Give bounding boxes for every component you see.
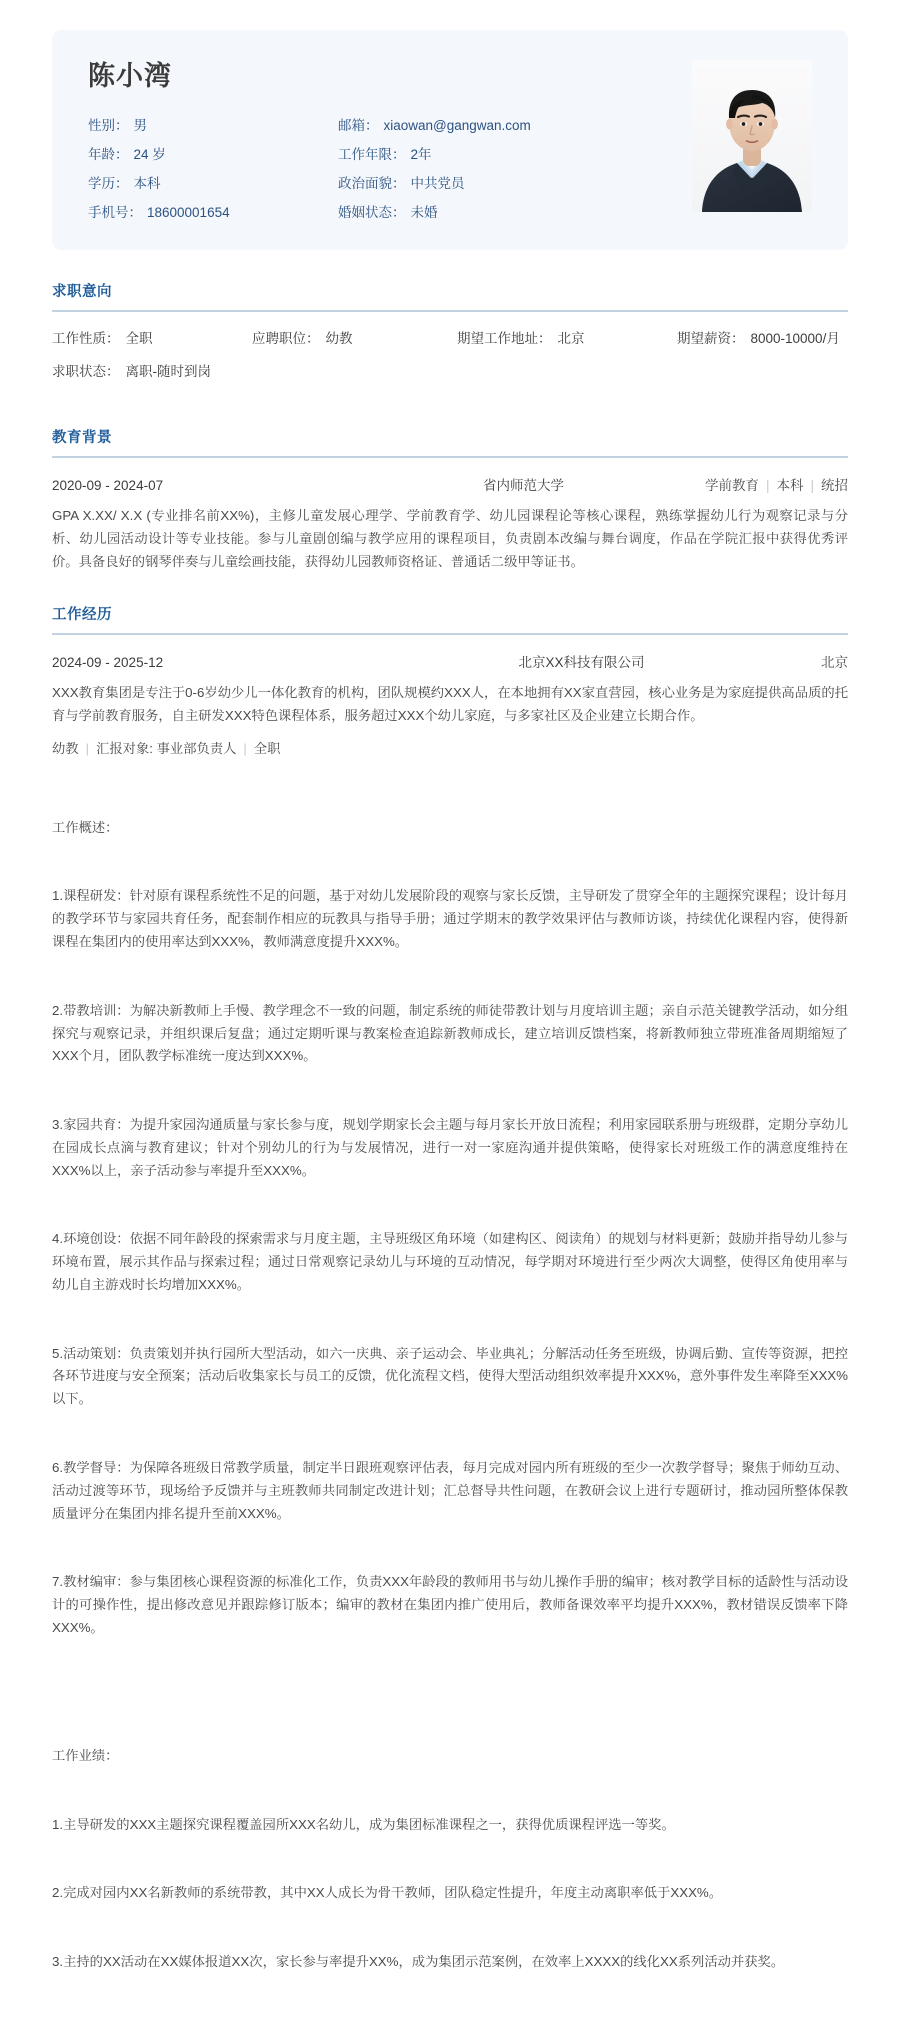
education-meta: [705, 474, 848, 494]
education-degree: 本科: [776, 477, 804, 493]
work-achievement-title: 工作业绩：: [52, 1748, 119, 1764]
work-overview-item: 3.家园共育：为提升家园沟通质量与家长参与度，规划学期家长会主题与每月家长开放日流程；利用家园联系册与班级群，定期分享幼儿在园成长点滴与教育建议；针对个别幼儿的行为与发展情况，进行一对一家庭沟通并提供策略，使得家长对班级工作的满意度维持在XXX%以上，亲子活动参与率提升至XXX%。: [52, 1117, 848, 1178]
work-achievement-item: 2.完成对园内XX名新教师的系统带教，其中XX人成长为骨干教师，团队稳定性提升，年度主动离职率低于XXX%。: [52, 1885, 723, 1901]
intent-location: [457, 329, 677, 349]
intent-salary: [677, 329, 848, 349]
intent-job-status: [52, 362, 252, 382]
work-tag-report-to: 汇报对象: 事业部负责人: [96, 741, 237, 757]
info-phone: [88, 203, 338, 223]
intent-salary-value: 8000-10000/月: [750, 330, 840, 346]
intent-salary-label: 期望薪资：: [677, 330, 745, 346]
education-school-name: 省内师范大学: [482, 477, 564, 493]
info-education-level-label: 学历：: [88, 176, 129, 192]
info-education-level: [88, 174, 338, 194]
meta-separator-icon: |: [85, 741, 90, 757]
work-overview-item: 1.课程研发：针对原有课程系统性不足的问题，基于对幼儿发展阶段的观察与家长反馈，主导研发了贯穿全年的主题探究课程；设计每月的教学环节与家园共育任务，配套制作相应的玩教具与指导手册；通过学期末的教学效果评估与教师访谈，持续优化课程内容，使得新课程在集团内的使用率达到XXX%，教师满意度提升XXX%。: [52, 888, 848, 950]
education-header: [52, 426, 848, 458]
intent-work-type-value: 全职: [125, 330, 153, 346]
info-education-level-value: 本科: [133, 176, 161, 192]
intent-location-label: 期望工作地址：: [457, 330, 552, 346]
work-overview-item: 2.带教培训：为解决新教师上手慢、教学理念不一致的问题，制定系统的师徒带教计划与月度培训主题；亲自示范关键教学活动，如分组探究与观察记录，并组织课后复盘；通过定期听课与教案检查追踪新教师成长，建立培训反馈档案，将新教师独立带班准备周期缩短了XXX个月，团队教学标准统一度达到XXX%。: [52, 1002, 848, 1064]
work-date-range: 2024-09 - 2025-12: [52, 655, 164, 671]
info-email-value: xiaowan@gangwan.com: [383, 117, 531, 133]
work-overview-item: 6.教学督导：为保障各班级日常教学质量，制定半日跟班观察评估表，每月完成对园内所有班级的至少一次教学督导；聚焦于师幼互动、活动过渡等环节，现场给予反馈并与主班教师共同制定改进计划；汇总督导共性问题，在教研会议上进行专题研讨，推动园所整体保教质量评分在集团内排名提升至前XXX%。: [52, 1459, 848, 1521]
intent-position: [252, 329, 457, 349]
info-marital-status-label: 婚姻状态：: [338, 205, 406, 221]
education-entry-top: [52, 474, 848, 494]
work-overview-item: 5.活动策划：负责策划并执行园所大型活动，如六一庆典、亲子运动会、毕业典礼；分解活动任务至班级，协调后勤、宣传等资源，把控各环节进度与安全预案；活动后收集家长与员工的反馈，优化流程文档，使得大型活动组织效率提升XXX%，意外事件发生率降至XXX%以下。: [52, 1345, 848, 1407]
intent-position-value: 幼教: [325, 330, 353, 346]
info-marital-status: [338, 203, 692, 223]
section-job-intention: [52, 280, 848, 396]
work-tag-position: 幼教: [52, 741, 79, 757]
work-overview-title: 工作概述：: [52, 819, 119, 835]
work-location: 北京: [821, 655, 848, 671]
section-education: [52, 426, 848, 574]
candidate-name: 陈小湾: [88, 61, 172, 91]
info-political-status: [338, 174, 692, 194]
work-achievement-block: [52, 1699, 848, 2019]
meta-separator-icon: |: [810, 477, 814, 493]
work-company-name: 北京XX科技有限公司: [518, 655, 645, 671]
info-gender: [88, 116, 338, 136]
info-experience-years: [338, 145, 692, 165]
section-work-experience: [52, 603, 848, 2019]
work-entry-top: [52, 651, 848, 671]
intent-job-status-value: 离职-随时到岗: [125, 364, 211, 380]
education-entry: [52, 458, 848, 574]
work-overview-block: [52, 771, 848, 1685]
profile-header-left: [88, 58, 692, 224]
job-intention-body: [52, 312, 848, 396]
meta-separator-icon: |: [765, 477, 770, 493]
profile-header-card: [52, 30, 848, 250]
intent-position-label: 应聘职位：: [252, 330, 320, 346]
work-entry: [52, 635, 848, 2019]
job-intention-title: 求职意向: [52, 283, 112, 300]
work-tags: [52, 738, 848, 757]
intent-work-type-label: 工作性质：: [52, 330, 120, 346]
info-email: [338, 116, 692, 136]
education-admission-type: 统招: [821, 477, 848, 493]
work-experience-header: [52, 603, 848, 635]
job-intention-row-2: [52, 362, 848, 396]
info-marital-status-value: 未婚: [410, 205, 438, 221]
job-intention-row-1: [52, 329, 848, 363]
info-phone-value: 18600001654: [147, 205, 230, 221]
info-political-status-label: 政治面貌：: [338, 176, 406, 192]
resume-page: [0, 30, 900, 2020]
profile-info-grid: [88, 116, 692, 224]
job-intention-header: [52, 280, 848, 312]
work-overview-item: 4.环境创设：依据不同年龄段的探索需求与月度主题，主导班级区角环境（如建构区、阅读角）的规划与材料更新；鼓励并指导幼儿参与环境布置，展示其作品与探索过程；通过日常观察记录幼儿与环境的互动情况，每学期对环境进行至少两次大调整，使得区角使用率与幼儿自主游戏时长均增加XXX%。: [52, 1231, 848, 1293]
work-experience-title: 工作经历: [52, 607, 112, 624]
education-description: GPA X.XX/ X.X (专业排名前XX%)，主修儿童发展心理学、学前教育学、幼儿园课程论等核心课程，熟练掌握幼儿行为观察记录与分析、幼儿园活动设计等专业技能。参与儿童剧创编与教学应用的课程项目，负责剧本改编与舞台调度，作品在学院汇报中获得优秀评价。具备良好的钢琴伴奏与儿童绘画技能，获得幼儿园教师资格证、普通话二级甲等证书。: [52, 507, 848, 569]
work-tag-employment-type: 全职: [253, 741, 281, 757]
work-company-intro: XXX教育集团是专注于0-6岁幼少儿一体化教育的机构，团队规模约XXX人，在本地拥有XX家直营园，核心业务是为家庭提供高品质的托育与学前教育服务，自主研发XXX特色课程体系，服务超过XXX个幼儿家庭，与多家社区及企业建立长期合作。: [52, 685, 848, 724]
work-overview-item: 7.教材编审：参与集团核心课程资源的标准化工作，负责XXX年龄段的教师用书与幼儿操作手册的编审；核对教学目标的适龄性与活动设计的可操作性，提出修改意见并跟踪修订版本；编审的教材在集团内推广使用后，教师备课效率平均提升XXX%，教材错误反馈率下降XXX%。: [52, 1574, 848, 1635]
info-email-label: 邮箱：: [338, 117, 379, 133]
meta-separator-icon: |: [243, 741, 247, 757]
info-age: [88, 145, 338, 165]
candidate-photo: [692, 60, 812, 212]
info-experience-years-label: 工作年限：: [338, 146, 406, 162]
education-title: 教育背景: [52, 429, 112, 446]
intent-work-type: [52, 329, 252, 349]
education-major: 学前教育: [704, 477, 759, 493]
info-political-status-value: 中共党员: [410, 176, 465, 192]
info-age-label: 年龄：: [88, 146, 129, 162]
spacer: [52, 1685, 848, 1699]
education-date-range: 2020-09 - 2024-07: [52, 477, 164, 493]
work-achievement-item: 1.主导研发的XXX主题探究课程覆盖园所XXX名幼儿，成为集团标准课程之一，获得优质课程评选一等奖。: [52, 1816, 675, 1832]
info-experience-years-value: 2年: [410, 146, 432, 162]
info-age-value: 24 岁: [133, 146, 166, 162]
work-achievement-item: 3.主持的XX活动在XX媒体报道XX次，家长参与率提升XX%，成为集团示范案例，在效率上XXXX的线化XX系列活动并获奖。: [52, 1953, 785, 1969]
intent-job-status-label: 求职状态：: [52, 364, 120, 380]
info-phone-label: 手机号：: [88, 205, 142, 221]
intent-location-value: 北京: [557, 330, 585, 346]
info-gender-value: 男: [133, 117, 147, 133]
info-gender-label: 性别：: [88, 117, 129, 133]
